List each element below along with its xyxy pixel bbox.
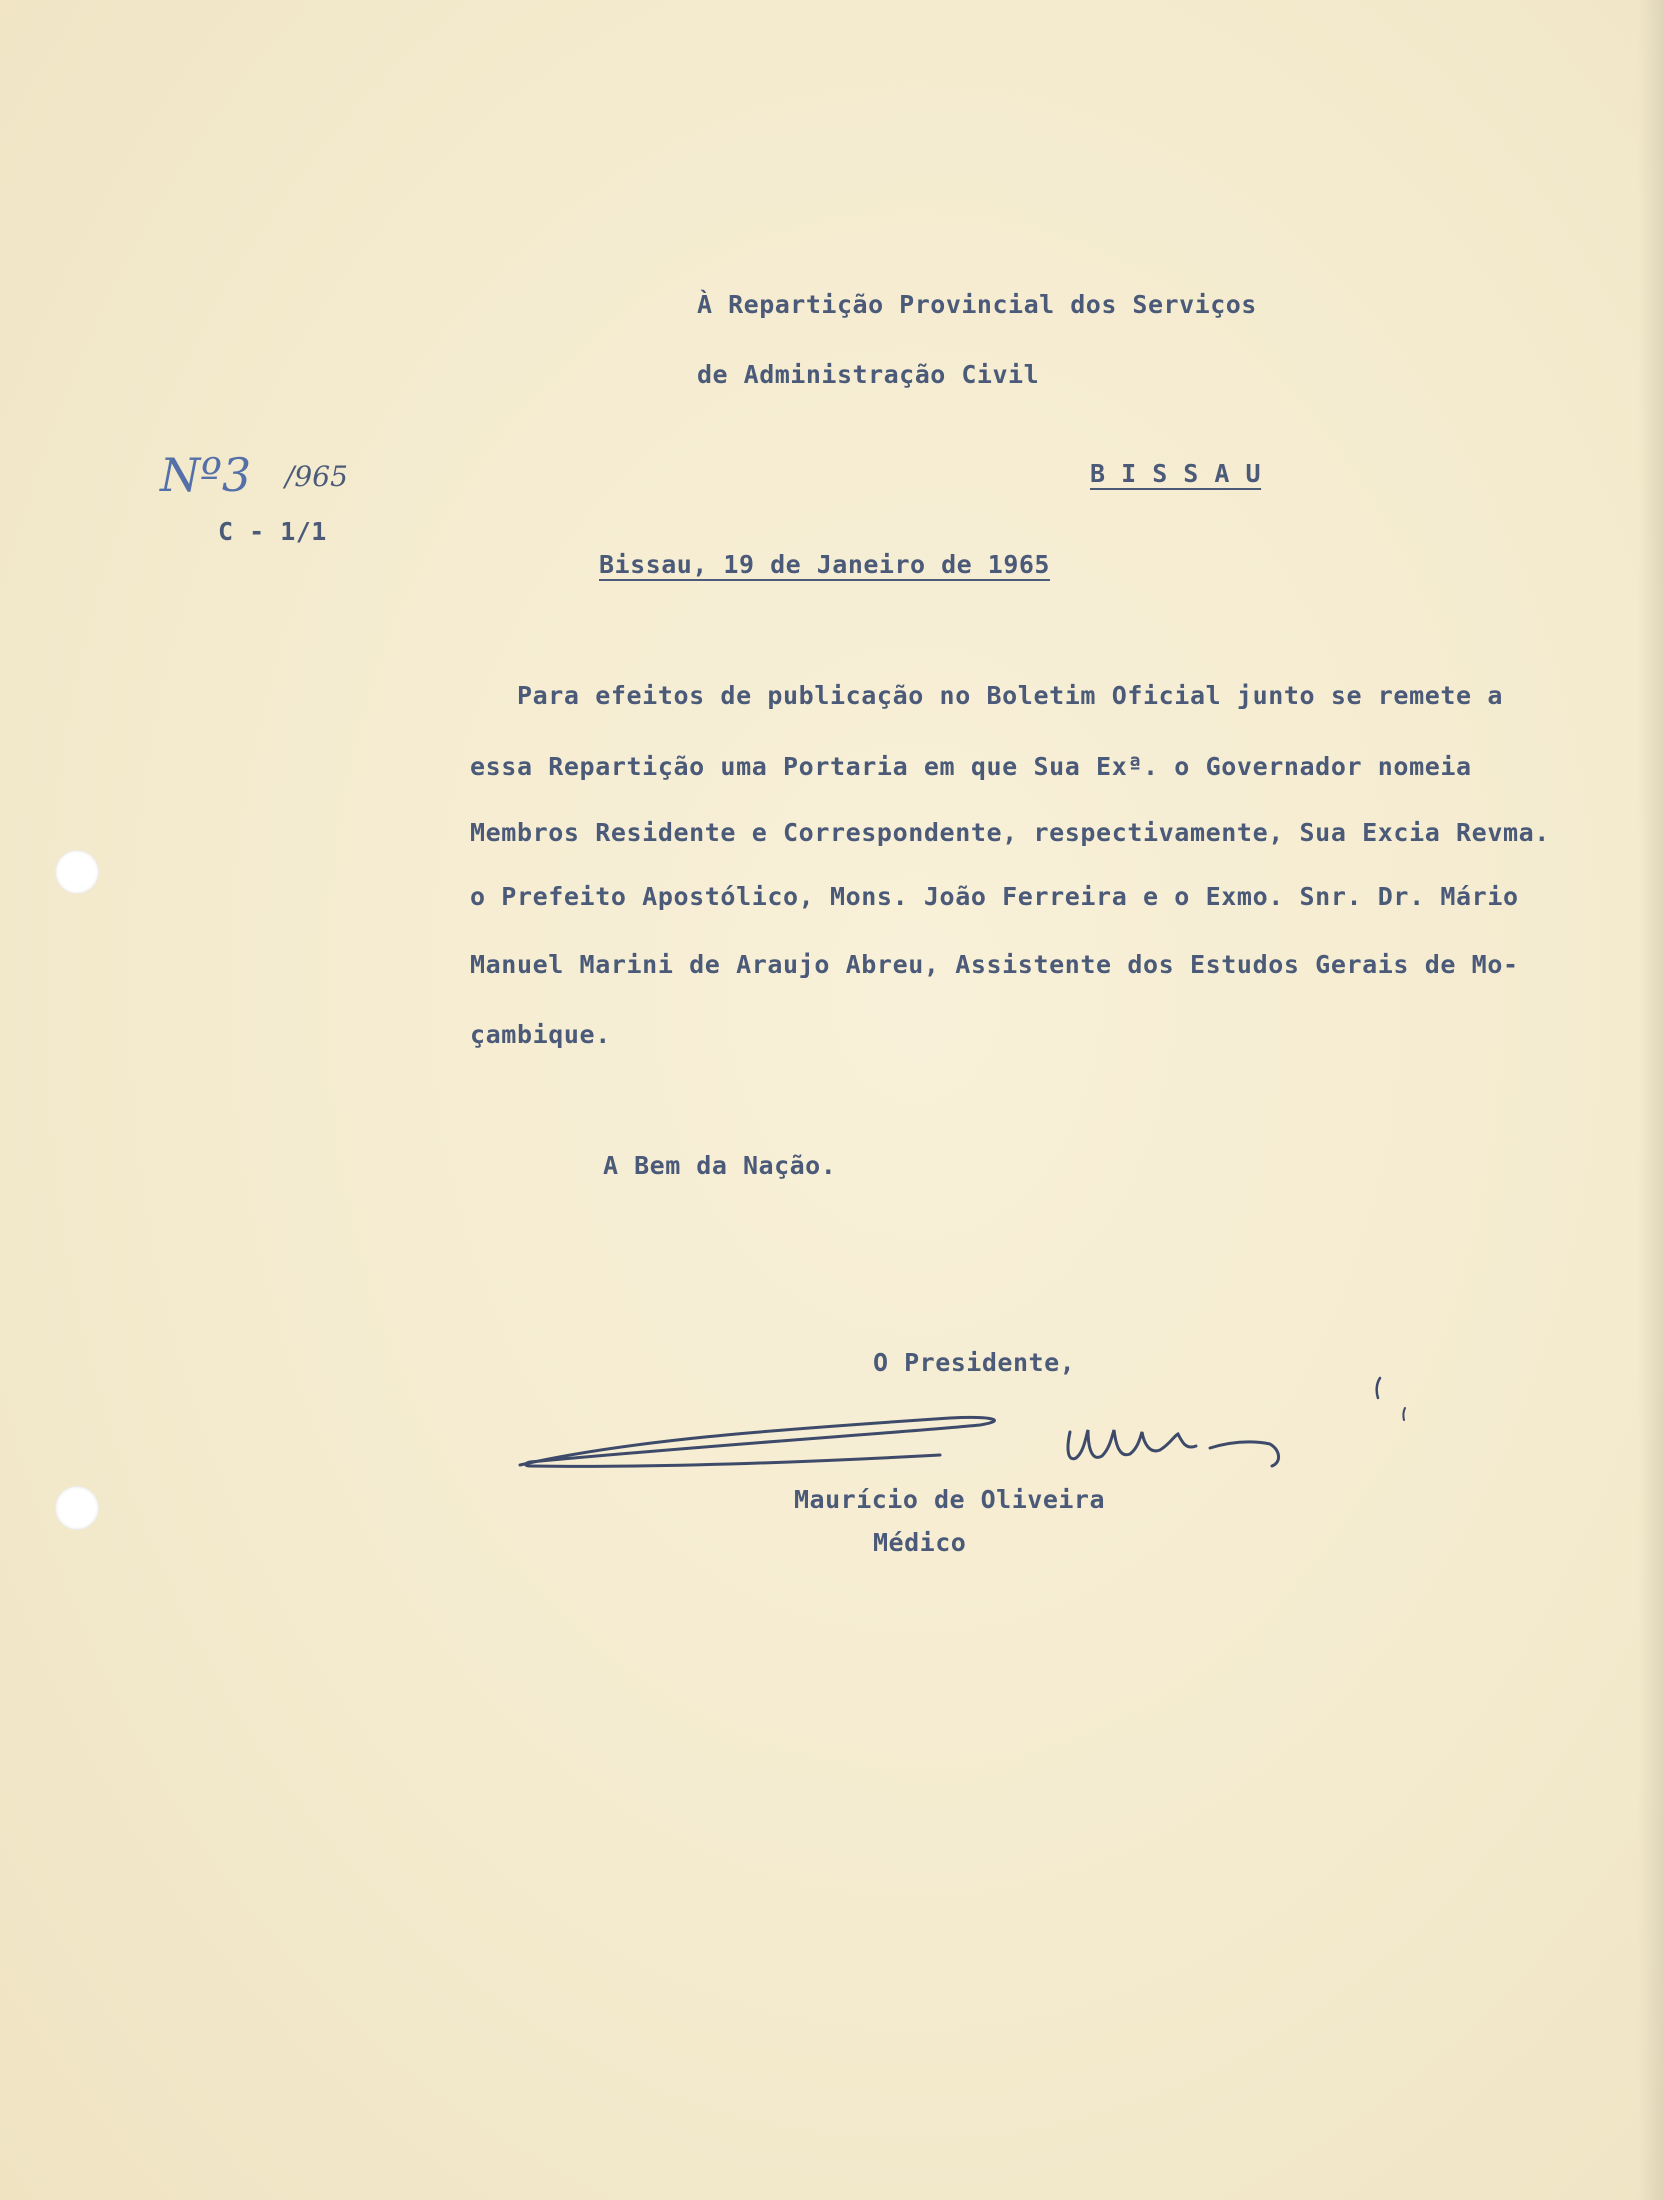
handwritten-signature <box>510 1370 1410 1480</box>
signatory-profession: Médico <box>873 1528 967 1557</box>
signatory-title: O Presidente, <box>873 1348 1076 1377</box>
reference-code: C - 1/1 <box>218 517 327 546</box>
signatory-name: Maurício de Oliveira <box>794 1485 1106 1514</box>
reference-year: /965 <box>285 460 348 493</box>
addressee-line-2: de Administração Civil <box>697 360 1040 389</box>
addressee-line-1: À Repartição Provincial dos Serviços <box>697 290 1257 319</box>
body-line: Manuel Marini de Araujo Abreu, Assistente dos Estudos Gerais de Mo- <box>470 950 1519 979</box>
body-line: essa Repartição uma Portaria em que Sua Exª. o Governador nomeia <box>470 752 1472 781</box>
city-heading: B I S S A U <box>1090 459 1262 488</box>
punch-hole-top <box>55 850 99 894</box>
reference-number-handwritten: Nº3 <box>160 448 252 502</box>
body-line: o Prefeito Apostólico, Mons. João Ferreira e o Exmo. Snr. Dr. Mário <box>470 882 1519 911</box>
closing-salutation: A Bem da Nação. <box>603 1151 837 1180</box>
body-line: çambique. <box>470 1020 611 1049</box>
date-line: Bissau, 19 de Janeiro de 1965 <box>599 550 1050 579</box>
page-edge-shadow <box>1638 0 1664 2200</box>
body-line: Para efeitos de publicação no Boletim Oficial junto se remete a <box>470 681 1503 710</box>
punch-hole-bottom <box>55 1486 99 1530</box>
body-line: Membros Residente e Correspondente, respectivamente, Sua Excia Revma. <box>470 818 1550 847</box>
